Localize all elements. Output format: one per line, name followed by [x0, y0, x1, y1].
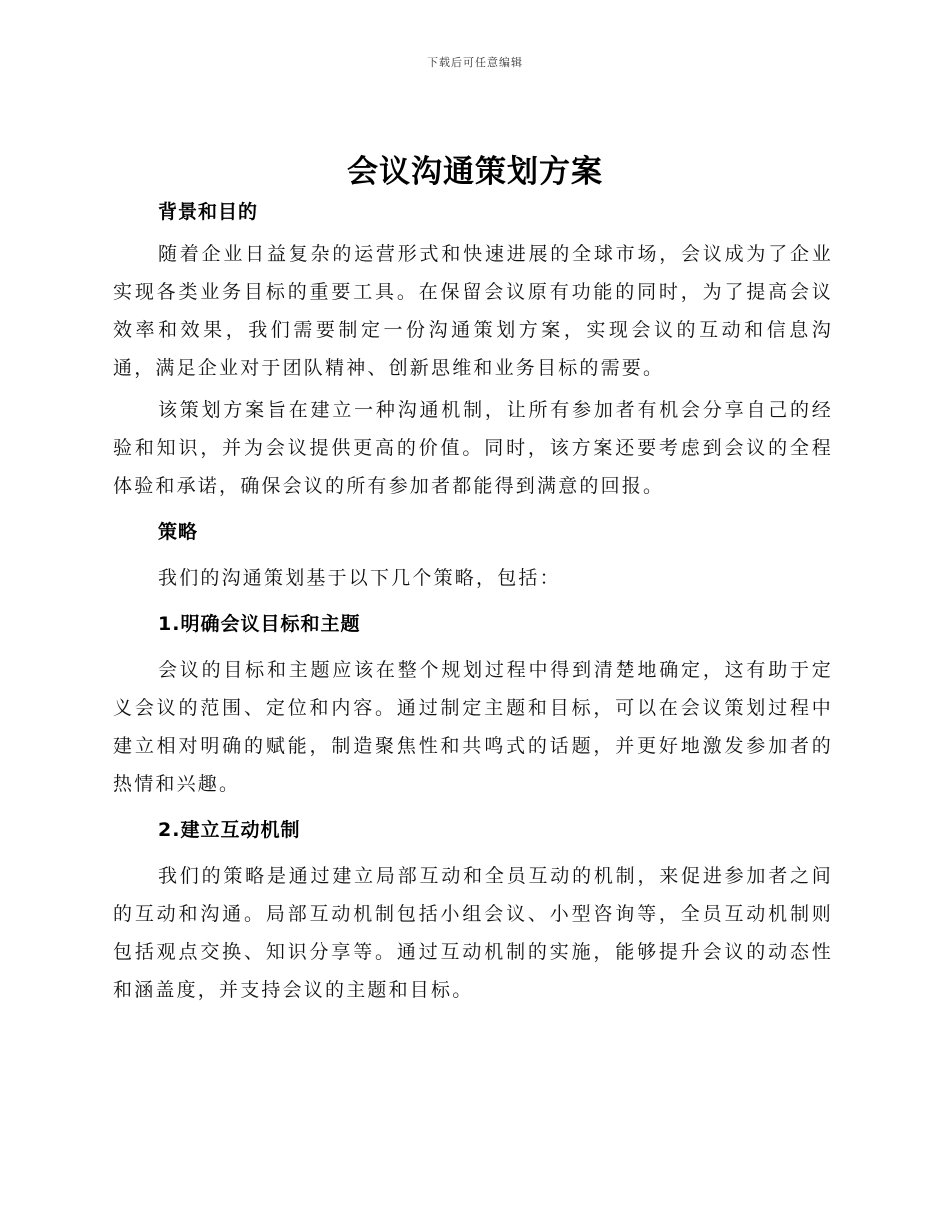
document-title: 会议沟通策划方案 — [347, 154, 603, 190]
subheading-goals-and-theme: 1.明确会议目标和主题 — [158, 613, 361, 635]
subheading-interaction-mechanism: 2.建立互动机制 — [158, 819, 301, 841]
paragraph-strategy-intro: 我们的沟通策划基于以下几个策略，包括： — [158, 567, 561, 589]
section-heading-strategy: 策略 — [158, 521, 199, 543]
header-note: 下载后可任意编辑 — [427, 56, 523, 69]
paragraph-background-1: 随着企业日益复杂的运营形式和快速进展的全球市场，会议成为了企业实现各类业务目标的重要工具。在保留会议原有功能的同时，为了提高会议效率和效果，我们需要制定一份沟通策划方案，实现会议的互动和信息沟通，满足企业对于团队精神、创新思维和业务目标的需要。 — [113, 243, 833, 379]
document-body — [113, 193, 833, 1009]
paragraph-background-2: 该策划方案旨在建立一种沟通机制，让所有参加者有机会分享自己的经验和知识，并为会议提供更高的价值。同时，该方案还要考虑到会议的全程体验和承诺，确保会议的所有参加者都能得到满意的回报。 — [113, 399, 833, 497]
paragraph-interaction-mechanism: 我们的策略是通过建立局部互动和全员互动的机制，来促进参加者之间的互动和沟通。局部互动机制包括小组会议、小型咨询等，全员互动机制则包括观点交换、知识分享等。通过互动机制的实施，能够提升会议的动态性和涵盖度，并支持会议的主题和目标。 — [113, 865, 833, 1001]
paragraph-goals-and-theme: 会议的目标和主题应该在整个规划过程中得到清楚地确定，这有助于定义会议的范围、定位和内容。通过制定主题和目标，可以在会议策划过程中建立相对明确的赋能，制造聚焦性和共鸣式的话题，并更好地激发参加者的热情和兴趣。 — [113, 659, 833, 795]
section-heading-background: 背景和目的 — [158, 201, 259, 223]
